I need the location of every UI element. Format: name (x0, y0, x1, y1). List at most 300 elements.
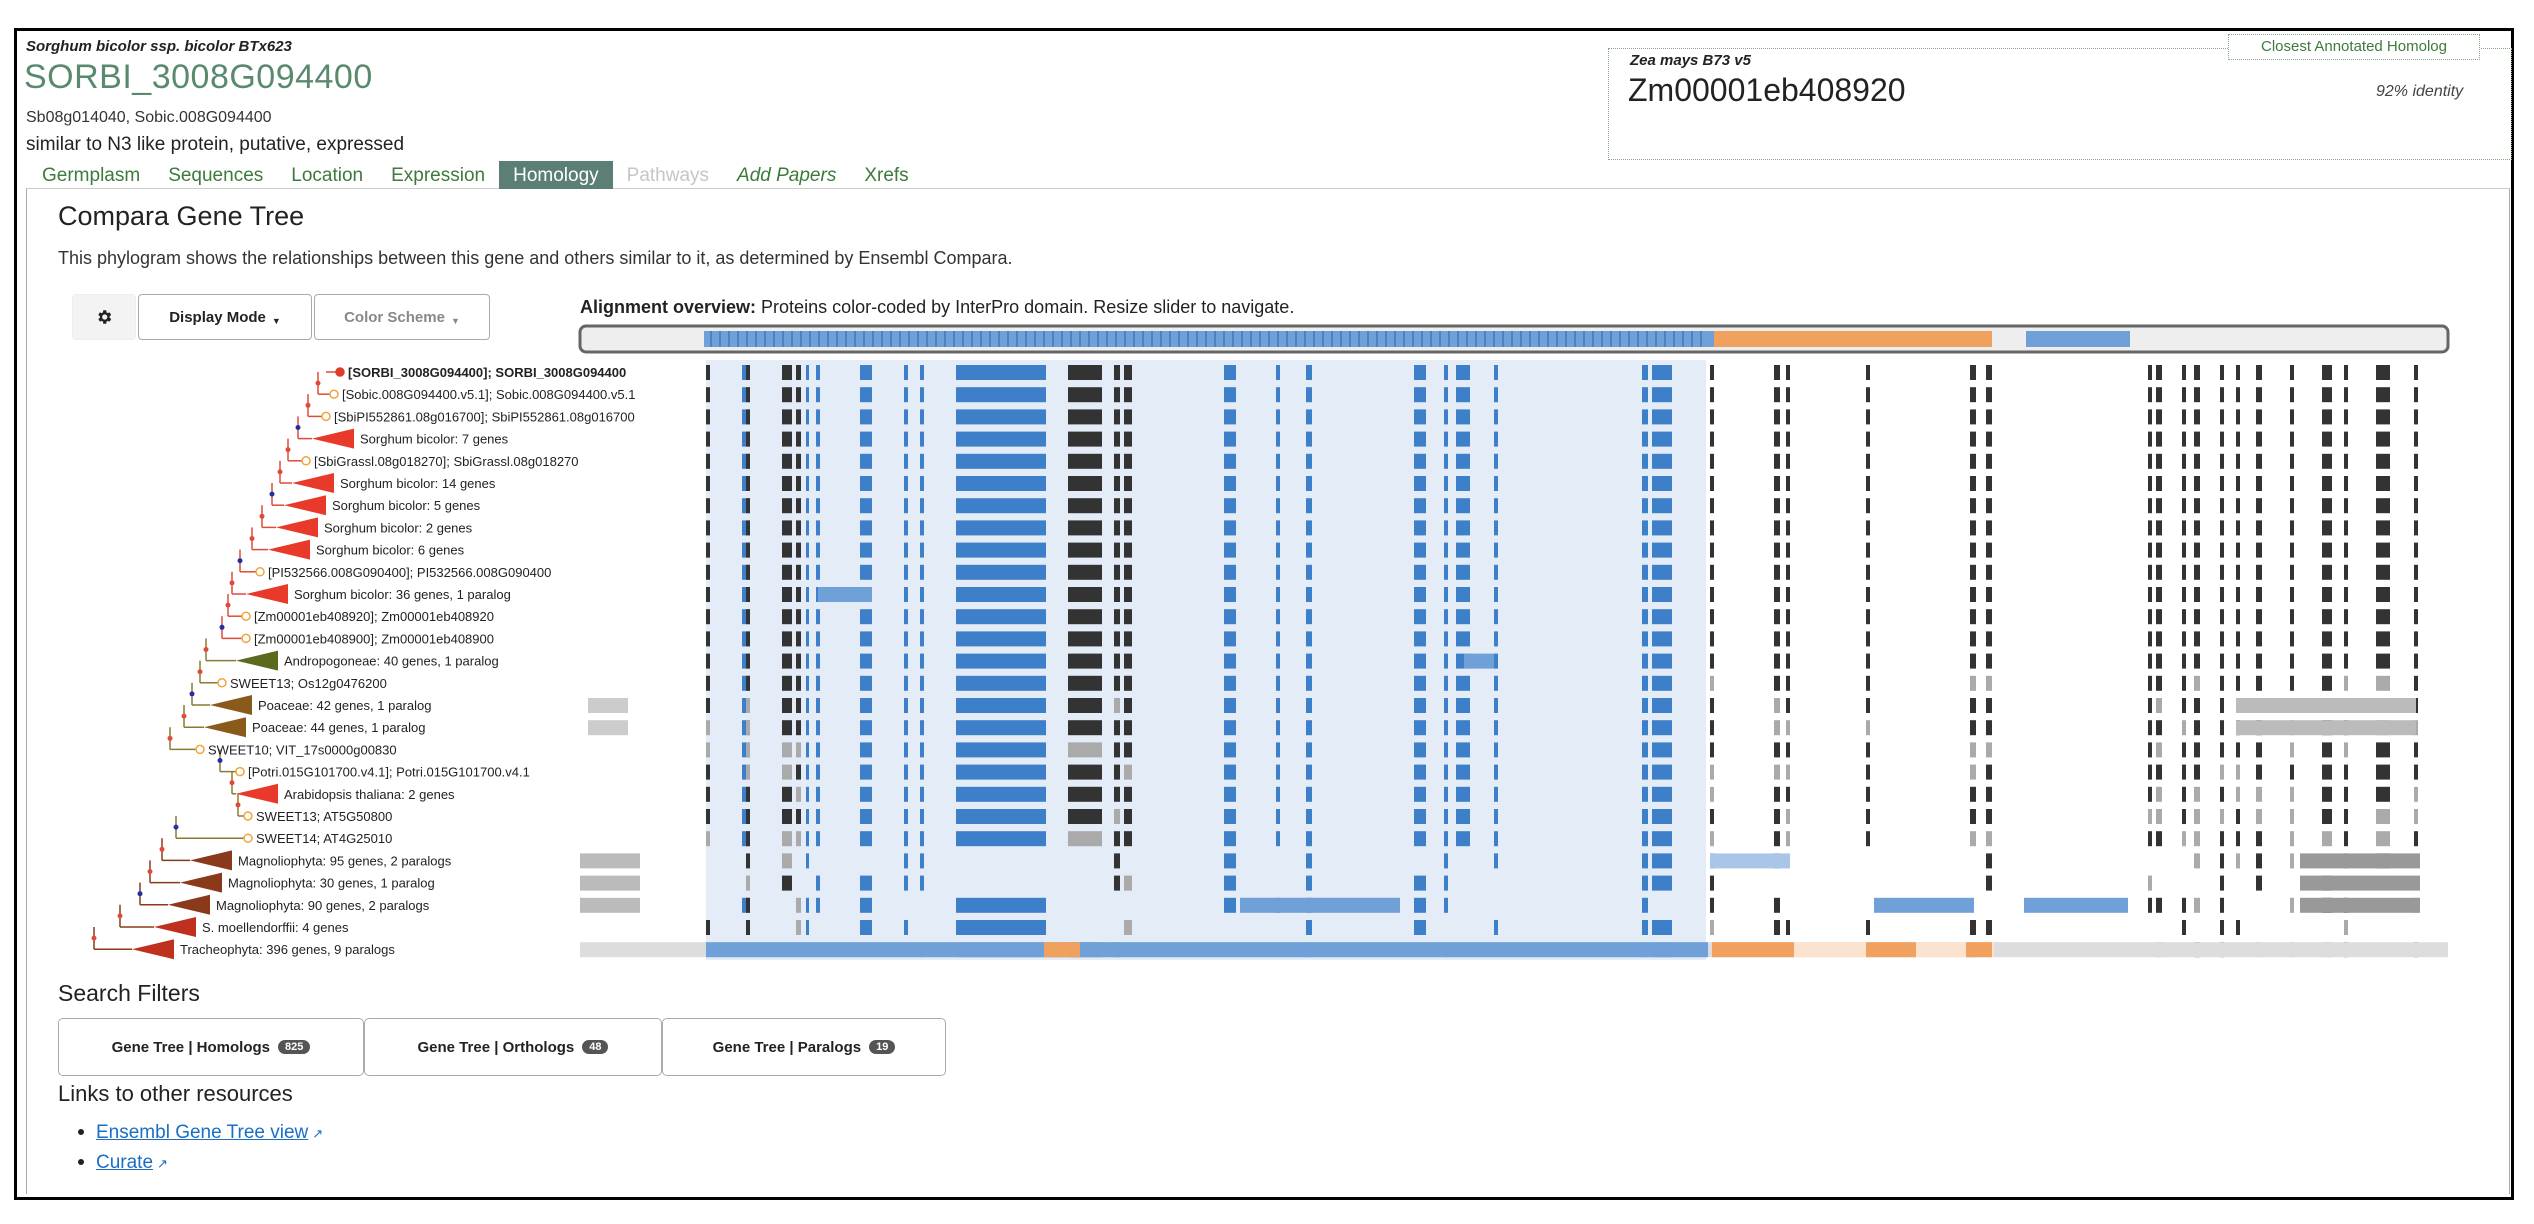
alignment-mark-blue (1224, 698, 1236, 713)
alignment-mark-dark (746, 587, 750, 602)
alignment-mark-dark (706, 765, 710, 780)
alignment-mark-light (1464, 654, 1494, 669)
alignment-mark-dark (2414, 498, 2418, 513)
tree-node (270, 492, 275, 497)
alignment-mark-dark (2182, 809, 2186, 824)
orthologs-filter-button[interactable] (364, 1018, 662, 1076)
alignment-mark-dark (1068, 676, 1102, 691)
tree-leaf-label: [PI532566.008G090400]; PI532566.008G090400 (268, 564, 552, 580)
alignment-mark-blue (904, 631, 908, 646)
alignment-mark-dark (2414, 631, 2418, 646)
alignment-mark-blue (1306, 432, 1312, 447)
tree-leaf-label: Sorghum bicolor: 5 genes (332, 498, 481, 514)
alignment-mark-dark (2322, 387, 2332, 402)
slider-tick (1358, 331, 1360, 347)
alignment-mark-blue (1456, 787, 1470, 802)
alignment-mark-blue (1306, 631, 1312, 646)
alignment-mark-dark (782, 720, 792, 735)
alignment-mark-blue (1652, 365, 1672, 380)
alignment-mark-grey (580, 853, 640, 868)
alignment-mark-blue (1444, 654, 1448, 669)
alignment-mark-dark (2220, 365, 2224, 380)
alignment-mark-blue (706, 942, 1708, 957)
alignment-mark-dark (2414, 809, 2418, 824)
alignment-mark-blue (1414, 609, 1426, 624)
alignment-mark-dark (796, 831, 801, 846)
alignment-mark-dark (796, 676, 801, 691)
alignment-mark-blue (1456, 409, 1470, 424)
alignment-mark-blue (1456, 565, 1470, 580)
alignment-mark-dark (746, 765, 750, 780)
alignment-mark-dark (1114, 498, 1120, 513)
alignment-mark-dark (2290, 498, 2294, 513)
alignment-mark-dark (746, 454, 750, 469)
alignment-mark-dark (2156, 520, 2162, 535)
alignment-overview-text: Proteins color-coded by InterPro domain. Resize slider to navigate. (756, 297, 1295, 317)
slider-tick (1610, 331, 1612, 347)
alignment-mark-dark (2236, 454, 2240, 469)
alignment-mark-blue (920, 698, 924, 713)
slider-tick (800, 331, 802, 347)
slider-tick (1223, 331, 1225, 347)
alignment-mark-dark (1986, 876, 1992, 891)
slider-domain-blue-2 (2026, 331, 2130, 347)
alignment-mark-dark (2322, 454, 2332, 469)
alignment-mark-blue (806, 765, 809, 780)
alignment-mark-blue (956, 520, 1046, 535)
alignment-mark-dark (782, 520, 792, 535)
homolog-species: Zea mays B73 v5 (1630, 52, 1751, 69)
alignment-mark-dark (1114, 742, 1120, 757)
alignment-mark-dark (2220, 876, 2224, 891)
alignment-mark-dark (2344, 409, 2348, 424)
alignment-mark-orange (1866, 942, 1916, 957)
alignment-mark-dark (1774, 742, 1780, 757)
alignment-mark-blue (1444, 432, 1448, 447)
alignment-mark-blue (904, 876, 908, 891)
alignment-mark-dark (2236, 853, 2240, 868)
alignment-mark-dark (706, 831, 710, 846)
alignment-mark-dark (2236, 676, 2240, 691)
alignment-mark-blue (1642, 432, 1648, 447)
slider-tick (755, 331, 757, 347)
slider-tick (1340, 331, 1342, 347)
slider-tick (836, 331, 838, 347)
slider-tick (989, 331, 991, 347)
alignment-mark-blue (1306, 520, 1312, 535)
alignment-mark-dark (2256, 831, 2262, 846)
alignment-mark-dark (796, 654, 801, 669)
tab-germplasm[interactable]: Germplasm (42, 165, 141, 186)
alignment-mark-dark (1786, 409, 1790, 424)
alignment-mark-blue (920, 587, 924, 602)
alignment-mark-blue (1456, 498, 1470, 513)
alignment-mark-dark (2256, 587, 2262, 602)
alignment-mark-dark (1124, 432, 1132, 447)
alignment-mark-blue (1276, 676, 1280, 691)
tab-add-papers[interactable]: Add Papers (737, 165, 837, 186)
alignment-mark-dark (2414, 432, 2418, 447)
alignment-mark-blue (1276, 387, 1280, 402)
alignment-mark-dark (2194, 809, 2200, 824)
alignment-mark-blue (1276, 587, 1280, 602)
slider-tick (1079, 331, 1081, 347)
alignment-mark-blue (816, 631, 820, 646)
alignment-mark-dark (1710, 698, 1714, 713)
alignment-mark-dark (2194, 432, 2200, 447)
alignment-mark-dark (1774, 498, 1780, 513)
tab-xrefs[interactable]: Xrefs (864, 165, 909, 186)
alignment-mark-dark (2194, 520, 2200, 535)
alignment-mark-blue (1652, 765, 1672, 780)
alignment-mark-dark (2290, 676, 2294, 691)
alignment-mark-dark (2344, 809, 2348, 824)
alignment-mark-dark (2182, 654, 2186, 669)
alignment-mark-dark (782, 654, 792, 669)
alignment-mark-blue (816, 543, 820, 558)
alignment-mark-dark (1866, 587, 1870, 602)
alignment-mark-blue (1456, 476, 1470, 491)
alignment-mark-blue (1494, 498, 1498, 513)
alignment-mark-blue (1276, 454, 1280, 469)
alignment-mark-dark (1986, 454, 1992, 469)
gene-node (322, 412, 330, 420)
alignment-mark-blue (1652, 787, 1672, 802)
tree-node (148, 869, 153, 874)
compara-title: Compara Gene Tree (58, 201, 305, 231)
alignment-mark-dark (1774, 831, 1780, 846)
alignment-mark-blue (1444, 898, 1448, 913)
alignment-mark-blue (1494, 853, 1498, 868)
alignment-mark-blue (920, 720, 924, 735)
alignment-mark-blue (904, 498, 908, 513)
alignment-mark-dark (2156, 698, 2162, 713)
alignment-mark-dark (2414, 565, 2418, 580)
alignment-mark-blue (904, 432, 908, 447)
alignment-mark-dark (782, 676, 792, 691)
alignment-mark-blue (1414, 365, 1426, 380)
alignment-mark-dark (746, 631, 750, 646)
alignment-mark-dark (1114, 454, 1120, 469)
alignment-mark-blue (816, 787, 820, 802)
alignment-mark-dark (2156, 631, 2162, 646)
ensembl-gene-tree-link[interactable]: Ensembl Gene Tree view (96, 1122, 309, 1143)
alignment-mark-blue (860, 720, 872, 735)
alignment-mark-blue (1276, 654, 1280, 669)
alignment-mark-dark (2156, 587, 2162, 602)
slider-tick (872, 331, 874, 347)
alignment-mark-blue (1642, 587, 1648, 602)
alignment-mark-dark (1866, 365, 1870, 380)
alignment-mark-dark (1114, 609, 1120, 624)
alignment-mark-dark (1068, 409, 1102, 424)
alignment-mark-dark (746, 809, 750, 824)
alignment-mark-dark (706, 809, 710, 824)
alignment-mark-dark (1068, 609, 1102, 624)
alignment-mark-dark (1774, 543, 1780, 558)
slider-tick (719, 331, 721, 347)
tree-node (260, 514, 265, 519)
display-mode-label: Display Mode (169, 308, 266, 326)
alignment-mark-blue (1494, 387, 1498, 402)
alignment-mark-blue (1494, 631, 1498, 646)
alignment-mark-blue (956, 765, 1046, 780)
alignment-mark-dark (2194, 409, 2200, 424)
alignment-mark-blue (1652, 742, 1672, 757)
alignment-mark-dark (2182, 387, 2186, 402)
tab-location[interactable]: Location (291, 165, 364, 186)
slider-tick (890, 331, 892, 347)
alignment-mark-blue (1306, 676, 1312, 691)
tree-node (220, 625, 225, 630)
alignment-mark-dark (782, 432, 792, 447)
alignment-mark-blue (1224, 520, 1236, 535)
alignment-mark-dark (2182, 831, 2186, 846)
slider-tick (1331, 331, 1333, 347)
alignment-mark-dark (746, 432, 750, 447)
alignment-mark-dark (796, 742, 801, 757)
alignment-mark-blue (1276, 809, 1280, 824)
alignment-mark-blue (806, 409, 809, 424)
alignment-mark-dark (1710, 809, 1714, 824)
alignment-mark-dark (1774, 409, 1780, 424)
alignment-mark-blue (1306, 876, 1312, 891)
homolog-identity: 92% identity (2376, 83, 2464, 100)
alignment-mark-dark (1774, 676, 1780, 691)
alignment-mark-dark (1124, 765, 1132, 780)
alignment-mark-dark (1124, 831, 1132, 846)
slider-tick (1214, 331, 1216, 347)
slider-tick (1034, 331, 1036, 347)
alignment-mark-dark (2376, 587, 2390, 602)
homolog-gene-id[interactable]: Zm00001eb408920 (1628, 72, 1906, 108)
alignment-mark-blue (860, 520, 872, 535)
alignment-mark-blue (1652, 920, 1672, 935)
alignment-mark-dark (2322, 765, 2332, 780)
alignment-mark-dark (746, 876, 750, 891)
alignment-mark-dark (1068, 654, 1102, 669)
alignment-mark-blue (1224, 631, 1236, 646)
alignment-mark-blue (1456, 631, 1470, 646)
slider-tick (1070, 331, 1072, 347)
alignment-mark-dark (1710, 654, 1714, 669)
alignment-mark-blue (806, 831, 809, 846)
tree-leaf-label: Poaceae: 44 genes, 1 paralog (252, 720, 426, 736)
alignment-mark-dark (1970, 676, 1976, 691)
alignment-mark-blue (1306, 920, 1312, 935)
alignment-mark-dark (1710, 787, 1714, 802)
tab-expression[interactable]: Expression (391, 165, 486, 186)
alignment-mark-blue (860, 920, 872, 935)
alignment-mark-blue (1444, 742, 1448, 757)
tab-sequences[interactable]: Sequences (168, 165, 264, 186)
paralogs-filter-button[interactable] (662, 1018, 946, 1076)
slider-tick (710, 331, 712, 347)
slider-tick (1502, 331, 1504, 347)
alignment-mark-dark (2376, 831, 2390, 846)
alignment-mark-dark (2322, 654, 2332, 669)
alignment-mark-dark (2256, 432, 2262, 447)
alignment-mark-blue (1494, 365, 1498, 380)
alignment-mark-dark (2344, 787, 2348, 802)
alignment-mark-dark (1068, 787, 1102, 802)
compara-description: This phylogram shows the relationships between this gene and others similar to it, as determined by Ensembl Compara. (58, 248, 1013, 268)
alignment-mark-dark (2194, 565, 2200, 580)
alignment-mark-dark (1866, 742, 1870, 757)
alignment-mark-dark (782, 876, 792, 891)
alignment-mark-dark (1786, 654, 1790, 669)
alignment-mark-dark (706, 742, 710, 757)
slider-tick (1592, 331, 1594, 347)
alignment-mark-dark (2290, 898, 2294, 913)
alignment-mark-dark (706, 432, 710, 447)
links-title: Links to other resources (58, 1081, 293, 1106)
alignment-mark-blue (1414, 809, 1426, 824)
clade-triangle (292, 473, 334, 493)
alignment-mark-dark (1124, 587, 1132, 602)
alignment-mark-dark (2148, 432, 2152, 447)
alignment-mark-dark (1970, 787, 1976, 802)
alignment-mark-light (1874, 898, 1974, 913)
tree-node (296, 425, 301, 430)
slider-tick (1133, 331, 1135, 347)
alignment-mark-dark (2148, 809, 2152, 824)
alignment-mark-blue (1652, 720, 1672, 735)
tree-leaf-label: Sorghum bicolor: 36 genes, 1 paralog (294, 587, 511, 602)
alignment-mark-dark (2148, 609, 2152, 624)
alignment-mark-blue (1224, 809, 1236, 824)
alignment-mark-blue (1456, 520, 1470, 535)
alignment-mark-dark (1986, 787, 1992, 802)
alignment-mark-dark (2148, 831, 2152, 846)
alignment-mark-blue (806, 476, 809, 491)
alignment-mark-dark (1970, 765, 1976, 780)
alignment-mark-dark (2194, 787, 2200, 802)
alignment-mark-blue (1456, 831, 1470, 846)
alignment-mark-dark (2220, 920, 2224, 935)
alignment-mark-dark (2220, 654, 2224, 669)
alignment-mark-orange (1712, 942, 1794, 957)
alignment-mark-dark (796, 720, 801, 735)
clade-triangle (276, 517, 318, 537)
alignment-mark-blue (956, 409, 1046, 424)
alignment-mark-dark (782, 831, 792, 846)
alignment-mark-blue (956, 498, 1046, 513)
alignment-mark-blue (956, 454, 1046, 469)
alignment-mark-dark (1710, 365, 1714, 380)
alignment-mark-blue (904, 387, 908, 402)
alignment-mark-dark (2414, 765, 2418, 780)
alignment-mark-dark (2376, 765, 2390, 780)
alignment-mark-blue (904, 520, 908, 535)
tree-node (230, 780, 235, 785)
alignment-mark-dark (2148, 720, 2152, 735)
alignment-mark-blue (1652, 587, 1672, 602)
alignment-mark-blue (1414, 876, 1426, 891)
alignment-mark-dark (2182, 742, 2186, 757)
alignment-mark-dark (2156, 543, 2162, 558)
alignment-mark-blue (1276, 831, 1280, 846)
slider-tick (1367, 331, 1369, 347)
slider-tick (1097, 331, 1099, 347)
slider-tick (1682, 331, 1684, 347)
alignment-mark-blue (1414, 787, 1426, 802)
alignment-mark-dark (2182, 409, 2186, 424)
alignment-mark-dark (2290, 831, 2294, 846)
alignment-mark-blue (1444, 476, 1448, 491)
alignment-mark-dark (2414, 543, 2418, 558)
slider-tick (1412, 331, 1414, 347)
alignment-mark-blue (1306, 831, 1312, 846)
alignment-mark-dark (2156, 565, 2162, 580)
alignment-mark-dark (1986, 520, 1992, 535)
slider-tick (1556, 331, 1558, 347)
slider-tick (1106, 331, 1108, 347)
alignment-mark-dark (1970, 520, 1976, 535)
slider-tick (1088, 331, 1090, 347)
clade-triangle (284, 495, 326, 515)
alignment-mark-dark (2322, 609, 2332, 624)
alignment-mark-blue (1224, 876, 1236, 891)
alignment-mark-blue (1652, 476, 1672, 491)
homologs-filter-button[interactable] (58, 1018, 364, 1076)
slider-tick (1025, 331, 1027, 347)
alignment-mark-dark (2220, 809, 2224, 824)
alignment-mark-blue (1456, 543, 1470, 558)
alignment-mark-dark (1866, 454, 1870, 469)
alignment-mark-blue (1652, 409, 1672, 424)
alignment-mark-dark (746, 654, 750, 669)
alignment-mark-blue (816, 765, 820, 780)
alignment-mark-dark (1124, 365, 1132, 380)
alignment-mark-dark (796, 609, 801, 624)
alignment-mark-dark (2322, 787, 2332, 802)
alignment-mark-blue (1456, 432, 1470, 447)
curate-link[interactable]: Curate (96, 1152, 154, 1173)
tree-leaf-label: SWEET14; AT4G25010 (256, 831, 393, 847)
tree-node (138, 891, 143, 896)
alignment-mark-dark (1710, 742, 1714, 757)
alignment-mark-dark (1786, 498, 1790, 513)
tab-homology[interactable]: Homology (499, 161, 613, 189)
tab-pathways: Pathways (626, 165, 710, 186)
alignment-mark-dark (2194, 498, 2200, 513)
alignment-mark-dark (2182, 676, 2186, 691)
alignment-mark-dark (1124, 609, 1132, 624)
slider-tick (728, 331, 730, 347)
alignment-mark-dark (2344, 365, 2348, 380)
alignment-mark-dark (2236, 543, 2240, 558)
alignment-mark-blue (1444, 809, 1448, 824)
alignment-mark-blue (1642, 698, 1648, 713)
curate-link-item (78, 1152, 168, 1174)
alignment-mark-dark (2220, 476, 2224, 491)
slider-tick (1124, 331, 1126, 347)
alignment-mark-dark (2290, 853, 2294, 868)
alignment-mark-dark (2182, 787, 2186, 802)
tree-leaf-label: S. moellendorffii: 4 genes (202, 920, 349, 935)
alignment-mark-dark (2156, 409, 2162, 424)
tree-leaf-label: Magnoliophyta: 90 genes, 2 paralogs (216, 897, 430, 913)
alignment-mark-dark (1710, 876, 1714, 891)
alignment-mark-blue (1494, 765, 1498, 780)
tree-leaf-label: SWEET13; Os12g0476200 (230, 675, 387, 691)
alignment-mark-blue (1642, 809, 1648, 824)
gene-node (302, 457, 310, 465)
alignment-mark-dark (1986, 409, 1992, 424)
alignment-mark-dark (1986, 543, 1992, 558)
alignment-mark-blue (860, 543, 872, 558)
